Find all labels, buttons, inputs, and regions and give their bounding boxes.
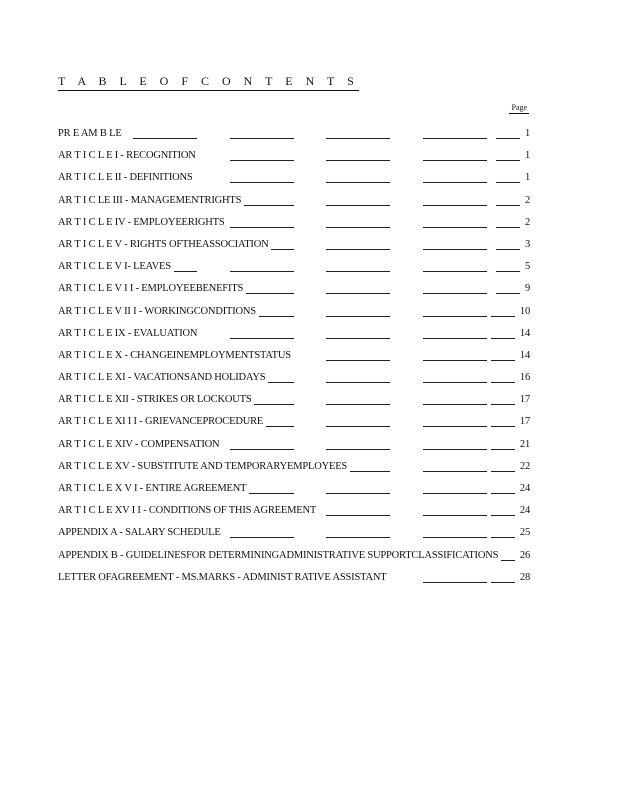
toc-leader-line [491,537,515,538]
toc-entry [58,145,530,167]
toc-entry-page: 22 [519,460,530,472]
toc-entry [58,478,530,500]
toc-entry-title: AR T I C L E XI - VACATIONSAND HOLIDAYS [58,372,266,384]
toc-leader-line [326,404,390,405]
toc-leader-line [423,138,487,139]
toc-entry-title: AR T I C L E V I I - EMPLOYEEBENEFITS [58,283,244,295]
toc-leader-line [326,493,390,494]
toc-leader-line [496,271,520,272]
toc-entry-page: 16 [519,372,530,384]
toc-leader-line [174,271,197,272]
toc-entry [58,212,530,234]
toc-leader-line [496,227,520,228]
toc-entry [58,367,530,389]
toc-leader-line [491,382,515,383]
toc-entry-page: 24 [519,505,530,517]
toc-entry [58,434,530,456]
toc-entry-title: APPENDIX B - GUIDELINESFOR DETERMININGADMINISTRATIVE SUPPORTCLASSIFICATIONS [58,549,499,561]
page-column-header: Page [511,103,527,112]
toc-entry-page: 9 [524,283,530,295]
toc-leader-line [491,316,515,317]
toc-leader-line [326,227,390,228]
toc-leader-line [326,515,390,516]
toc-entry [58,567,530,589]
toc-leader-line [326,382,390,383]
toc-leader-line [326,205,390,206]
toc-leader-line [326,338,390,339]
toc-leader-line [491,493,515,494]
toc-entry-page: 21 [519,438,530,450]
toc-entry-page: 14 [519,349,530,361]
toc-leader-line [491,582,515,583]
toc-leader-line [423,227,487,228]
toc-entry [58,545,530,567]
toc-title: T A B L E O F C O N T E N T S [58,74,359,91]
toc-leader-line [246,293,294,294]
toc-entry [58,456,530,478]
toc-leader-line [423,316,487,317]
toc-leader-line [491,515,515,516]
toc-entry-page: 26 [519,549,530,561]
toc-leader-line [230,227,294,228]
toc-leader-line [423,471,487,472]
toc-entry-title: AR T I C L E XV - SUBSTITUTE AND TEMPORARYEMPLOYEES [58,460,348,472]
toc-entry-page: 17 [519,394,530,406]
toc-entry-page: 28 [519,571,530,583]
toc-leader-line [423,404,487,405]
toc-leader-line [326,426,390,427]
toc-entry-title: AR T I C L E V - RIGHTS OFTHEASSOCIATION [58,238,269,250]
toc-entry-page: 1 [524,128,530,139]
toc-entry-title: LETTER OFAGREEMENT - MS.MARKS - ADMINIST RATIVE ASSISTANT [58,571,387,583]
toc-leader-line [496,249,520,250]
toc-entry-title: PR E AM B LE [58,128,122,139]
toc-leader-line [326,249,390,250]
toc-entry-page: 24 [519,483,530,494]
toc-entry-page: 5 [524,261,530,273]
toc-leader-line [501,560,515,561]
toc-entry [58,345,530,367]
toc-leader-line [350,471,390,472]
toc-leader-line [491,471,515,472]
toc-leader-line [326,449,390,450]
toc-entry-page: 25 [519,527,530,539]
toc-leader-line [423,426,487,427]
toc-leader-line [326,360,390,361]
toc-entry-title: AR T I C L E IV - EMPLOYEERIGHTS [58,216,225,228]
toc-entries [58,123,530,589]
toc-leader-line [326,293,390,294]
toc-entry-page: 14 [519,327,530,339]
toc-leader-line [423,382,487,383]
toc-entry [58,301,530,323]
toc-leader-line [266,426,294,427]
toc-entry-page: 10 [519,305,530,317]
toc-entry-page: 2 [524,216,530,228]
toc-leader-line [268,382,294,383]
toc-leader-line [259,316,294,317]
toc-entry [58,323,530,345]
toc-entry-title: AR T I C LE III - MANAGEMENTRIGHTS [58,194,242,206]
toc-entry [58,411,530,433]
toc-leader-line [326,271,390,272]
toc-leader-line [326,537,390,538]
toc-leader-line [423,493,487,494]
toc-entry-title: AR T I C L E X V I - ENTIRE AGREEMENT [58,483,247,494]
toc-leader-line [423,515,487,516]
toc-leader-line [230,138,294,139]
toc-leader-line [423,205,487,206]
toc-leader-line [271,249,294,250]
toc-leader-line [423,182,487,183]
toc-entry-title: APPENDIX A - SALARY SCHEDULE [58,527,221,539]
toc-entry-page: 1 [524,150,530,162]
toc-leader-line [491,338,515,339]
toc-entry [58,234,530,256]
toc-leader-line [423,537,487,538]
toc-leader-line [230,338,294,339]
toc-leader-line [423,449,487,450]
toc-leader-line [491,426,515,427]
toc-leader-line [496,182,520,183]
toc-leader-line [423,271,487,272]
toc-entry-title: AR T I C L E I - RECOGNITION [58,150,196,162]
toc-entry-title: AR T I C L E II - DEFINITIONS [58,172,193,184]
toc-entry [58,190,530,212]
toc-leader-line [326,138,390,139]
toc-leader-line [496,293,520,294]
toc-leader-line [326,182,390,183]
toc-entry-title: AR T I C L E V I- LEAVES [58,261,171,273]
toc-leader-line [230,182,294,183]
toc-leader-line [230,160,294,161]
toc-leader-line [491,360,515,361]
toc-leader-line [423,160,487,161]
toc-entry-title: AR T I C L E XIV - COMPENSATION [58,438,220,450]
toc-leader-line [230,271,294,272]
toc-leader-line [491,404,515,405]
toc-entry-page: 2 [524,194,530,206]
toc-leader-line [249,493,294,494]
toc-entry [58,256,530,278]
toc-leader-line [423,338,487,339]
toc-entry-page: 1 [524,172,530,184]
toc-leader-line [244,205,294,206]
toc-entry-page: 3 [524,238,530,250]
toc-leader-line [496,138,520,139]
toc-leader-line [423,293,487,294]
toc-leader-line [423,582,487,583]
toc-leader-line [496,160,520,161]
toc-leader-line [491,449,515,450]
toc-entry [58,522,530,544]
toc-entry-title: AR T I C L E IX - EVALUATION [58,327,198,339]
toc-entry-title: AR T I C L E XII - STRIKES OR LOCKOUTS [58,394,252,406]
toc-entry-title: AR T I C L E XI I I - GRIEVANCEPROCEDURE [58,416,264,428]
toc-leader-line [326,316,390,317]
toc-entry-title: AR T I C L E XV I I - CONDITIONS OF THIS AGREEMENT [58,505,317,517]
toc-leader-line [230,449,294,450]
toc-leader-line [133,138,197,139]
toc-entry [58,167,530,189]
toc-leader-line [254,404,294,405]
toc-entry [58,278,530,300]
toc-leader-line [326,160,390,161]
toc-entry-title: AR T I C L E V II I - WORKINGCONDITIONS [58,305,256,317]
toc-entry [58,500,530,522]
toc-entry [58,123,530,145]
toc-leader-line [230,537,294,538]
toc-entry-page: 17 [519,416,530,428]
toc-leader-line [423,249,487,250]
toc-entry-title: AR T I C L E X - CHANGEINEMPLOYMENTSTATUS [58,349,291,361]
toc-entry [58,389,530,411]
toc-leader-line [423,360,487,361]
toc-leader-line [496,205,520,206]
